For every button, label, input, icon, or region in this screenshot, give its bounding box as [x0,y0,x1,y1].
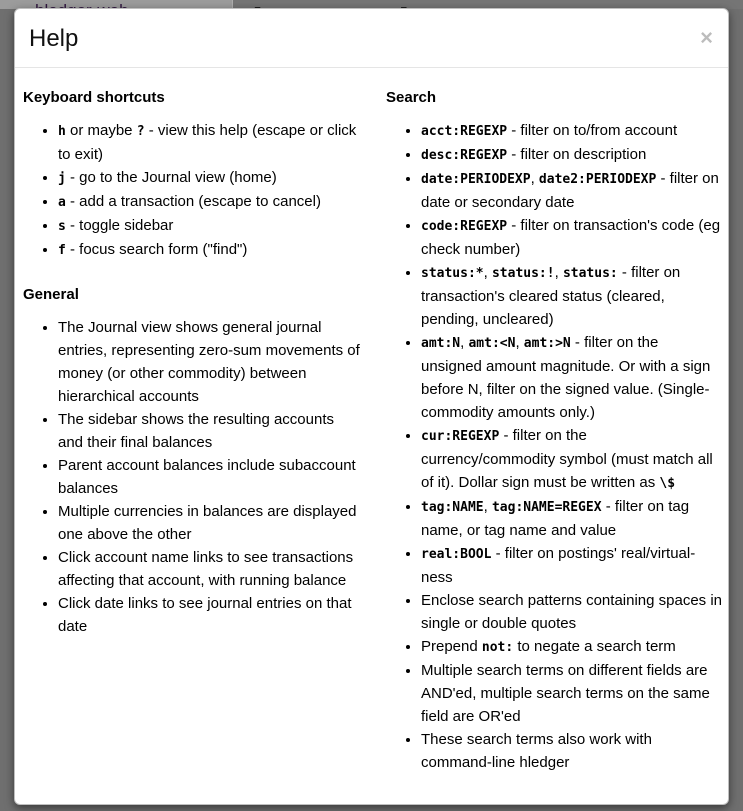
text-run: to negate a search term [513,638,676,655]
code-term: amt:<N [468,336,516,351]
list-item [58,454,361,500]
list-item [58,500,361,546]
code-term: status:! [491,266,555,281]
list-item [421,167,723,214]
list-item [421,635,723,659]
help-column-right [373,82,723,795]
text-run: , [554,264,563,281]
text-run: Click account name links to see transactions affecting that account, with running balance [58,549,354,589]
list-item [421,424,723,495]
list-item [421,331,723,424]
text-run: Multiple search terms on different fields are AND'ed, multiple search terms on the same field are OR'ed [421,662,710,725]
text-run: Prepend [421,638,482,655]
code-term: tag:NAME=REGEX [491,500,602,515]
code-term: not: [481,640,514,655]
code-term: status:* [421,266,484,281]
list-item [58,408,361,454]
code-term: status: [562,266,618,281]
text-run: - filter on description [507,146,647,163]
close-icon[interactable]: × [700,25,713,50]
list-item [421,143,723,167]
section-heading: Keyboard shortcuts [23,89,165,106]
code-term: amt:>N [523,336,571,351]
list-item [421,214,723,261]
text-run: or maybe [65,122,137,139]
list-item [58,316,361,408]
text-run: , [483,498,492,515]
section-heading: General [23,286,79,303]
help-modal [14,8,729,805]
code-term: code:REGEXP [421,219,508,234]
modal-title: Help [29,25,79,52]
code-term: real:BOOL [421,547,492,562]
text-run: - filter on transaction's cleared status (cleared, pending, uncleared) [421,264,681,328]
code-term: j [58,171,66,186]
code-term: ? [136,124,145,139]
code-term: date2:PERIODEXP [538,172,657,187]
text-run: These search terms also work with command-line hledger [421,731,652,771]
list-item [421,589,723,635]
text-run: Enclose search patterns containing spaces in single or double quotes [421,592,723,632]
text-run: , [530,170,539,187]
help-list [386,119,723,774]
text-run: - view this help (escape or click to exit) [58,122,357,163]
text-run: - focus search form ("find") [65,241,248,258]
modal-header [15,9,728,68]
code-term: f [58,243,66,258]
code-term: acct:REGEXP [421,124,508,139]
code-term: h [58,124,66,139]
list-item [58,190,361,214]
section-heading: Search [386,89,437,106]
code-term: date:PERIODEXP [421,172,531,187]
help-list [23,119,361,262]
modal-body [15,68,728,804]
code-term: s [58,219,66,234]
text-run: - add a transaction (escape to cancel) [65,193,321,210]
code-term: desc:REGEXP [421,148,508,163]
text-run: Multiple currencies in balances are displayed one above the other [58,503,357,543]
text-run: , [483,264,492,281]
text-run: - toggle sidebar [65,217,174,234]
text-run: - filter on transaction's code (eg check number) [421,217,721,258]
help-list [23,316,361,638]
list-item [58,214,361,238]
text-run: - filter on the unsigned amount magnitude. Or with a sign before N, filter on the signed value. (Single-commodity amounts only.) [421,334,711,421]
list-item [58,238,361,262]
text-run: - go to the Journal view (home) [65,169,277,186]
text-run: - filter on date or secondary date [421,170,719,211]
list-item [58,546,361,592]
text-run: The Journal view shows general journal entries, representing zero-sum movements of money (or other commodity) between hierarchical accounts [58,319,360,405]
text-run: , [515,334,524,351]
list-item [58,592,361,638]
text-run: Parent account balances include subaccount balances [58,457,356,497]
list-item [421,659,723,728]
code-term: tag:NAME [421,500,484,515]
text-run: - filter on tag name, or tag name and value [421,498,690,539]
text-run: - filter on to/from account [507,122,678,139]
list-item [58,166,361,190]
code-term: cur:REGEXP [421,429,500,444]
code-term: \$ [659,476,676,491]
text-run: Click date links to see journal entries on that date [58,595,352,635]
list-item [58,119,361,166]
text-run: , [460,334,469,351]
list-item [421,495,723,542]
list-item [421,542,723,589]
text-run: The sidebar shows the resulting accounts and their final balances [58,411,334,451]
code-term: a [58,195,66,210]
text-run: - filter on postings' real/virtual-ness [421,545,696,586]
list-item [421,728,723,774]
list-item [421,261,723,331]
list-item [421,119,723,143]
help-column-left [23,82,373,795]
code-term: amt:N [421,336,461,351]
text-run: - filter on the currency/commodity symbol (must match all of it). Dollar sign must be written as [421,427,713,491]
